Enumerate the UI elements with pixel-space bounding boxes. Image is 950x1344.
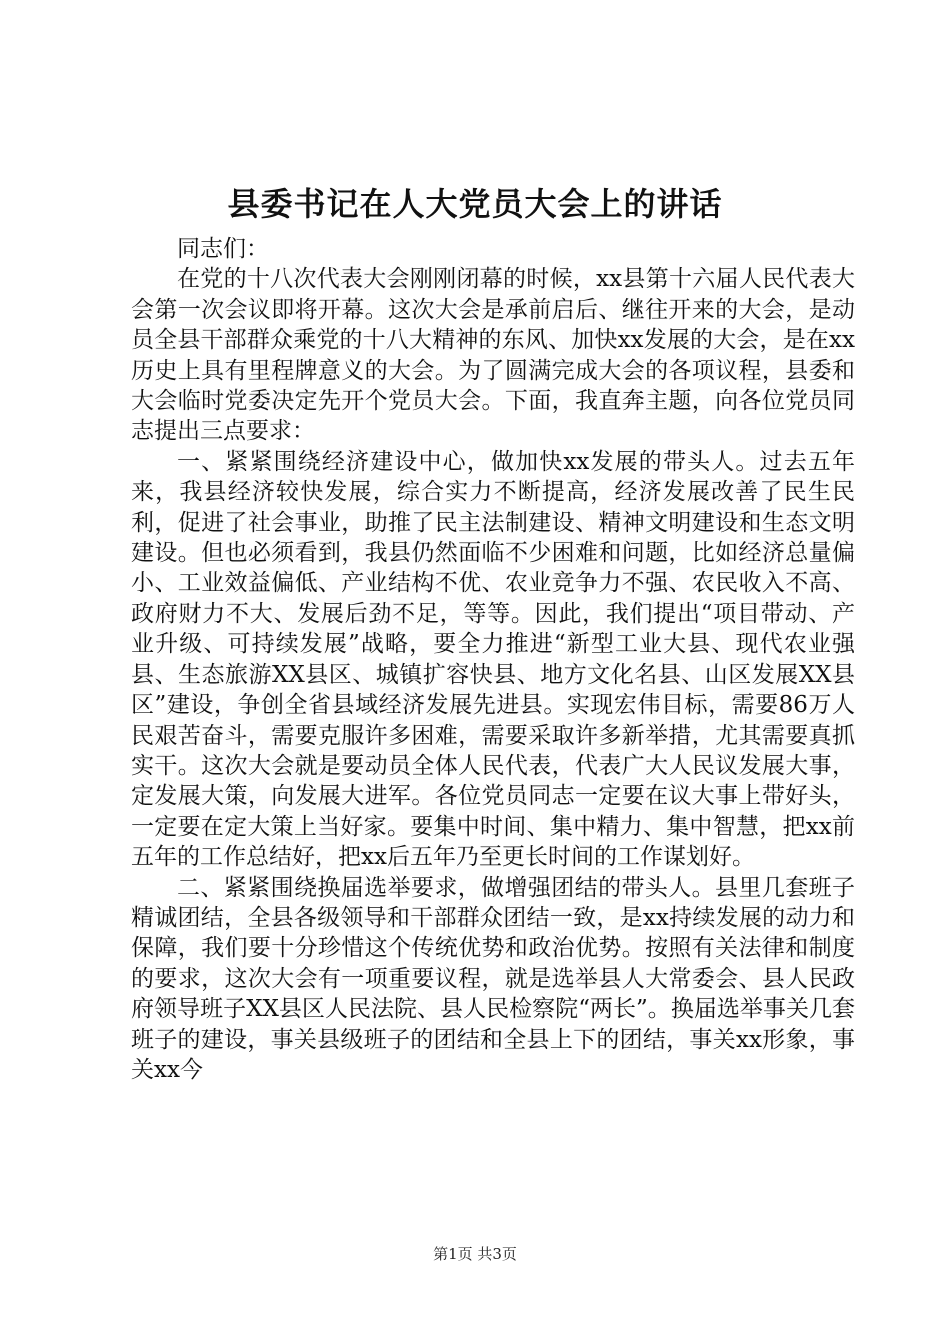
document-body xyxy=(131,234,855,1085)
paragraph-point-two: 二、紧紧围绕换届选举要求，做增强团结的带头人。县里几套班子精诚团结，全县各级领导和干部群众团结一致，是xx持续发展的动力和保障，我们要十分珍惜这个传统优势和政治优势。按照有关法律和制度的要求，这次大会有一项重要议程，就是选举县人大常委会、县人民政府领导班子XX县区人民法院、县人民检察院“两长”。换届选举事关几套班子的建设，事关县级班子的团结和全县上下的团结，事关xx形象，事关xx今 xyxy=(131,874,855,1083)
paragraph-point-one: 一、紧紧围绕经济建设中心，做加快xx发展的带头人。过去五年来，我县经济较快发展，综合实力不断提高，经济发展改善了民生民利，促进了社会事业，助推了民主法制建设、精神文明建设和生态文明建设。但也必须看到，我县仍然面临不少困难和问题，比如经济总量偏小、工业效益偏低、产业结构不优、农业竞争力不强、农民收入不高、政府财力不大、发展后劲不足，等等。因此，我们提出“项目带动、产业升级、可持续发展”战略，要全力推进“新型工业大县、现代农业强县、生态旅游XX县区、城镇扩容快县、地方文化名县、山区发展XX县区”建设，争创全省县域经济发展先进县。实现宏伟目标，需要86万人民艰苦奋斗，需要克服许多困难，需要采取许多新举措，尤其需要真抓实干。这次大会就是要动员全体人民代表，代表广大人民议发展大事，定发展大策，向发展大进军。各位党员同志一定要在议大事上带好头，一定要在定大策上当好家。要集中时间、集中精力、集中智慧，把xx前五年的工作总结好，把xx后五年乃至更长时间的工作谋划好。 xyxy=(131,448,855,871)
document-title: 县委书记在人大党员大会上的讲话 xyxy=(227,185,723,223)
paragraph-intro: 在党的十八次代表大会刚刚闭幕的时候，xx县第十六届人民代表大会第一次会议即将开幕。这次大会是承前启后、继往开来的大会，是动员全县干部群众乘党的十八大精神的东风、加快xx发展的大会，是在xx历史上具有里程牌意义的大会。为了圆满完成大会的各项议程，县委和大会临时党委决定先开个党员大会。下面，我直奔主题，向各位党员同志提出三点要求： xyxy=(131,266,855,445)
salutation: 同志们： xyxy=(177,236,269,262)
page-number-footer: 第1页 共3页 xyxy=(433,1245,517,1263)
